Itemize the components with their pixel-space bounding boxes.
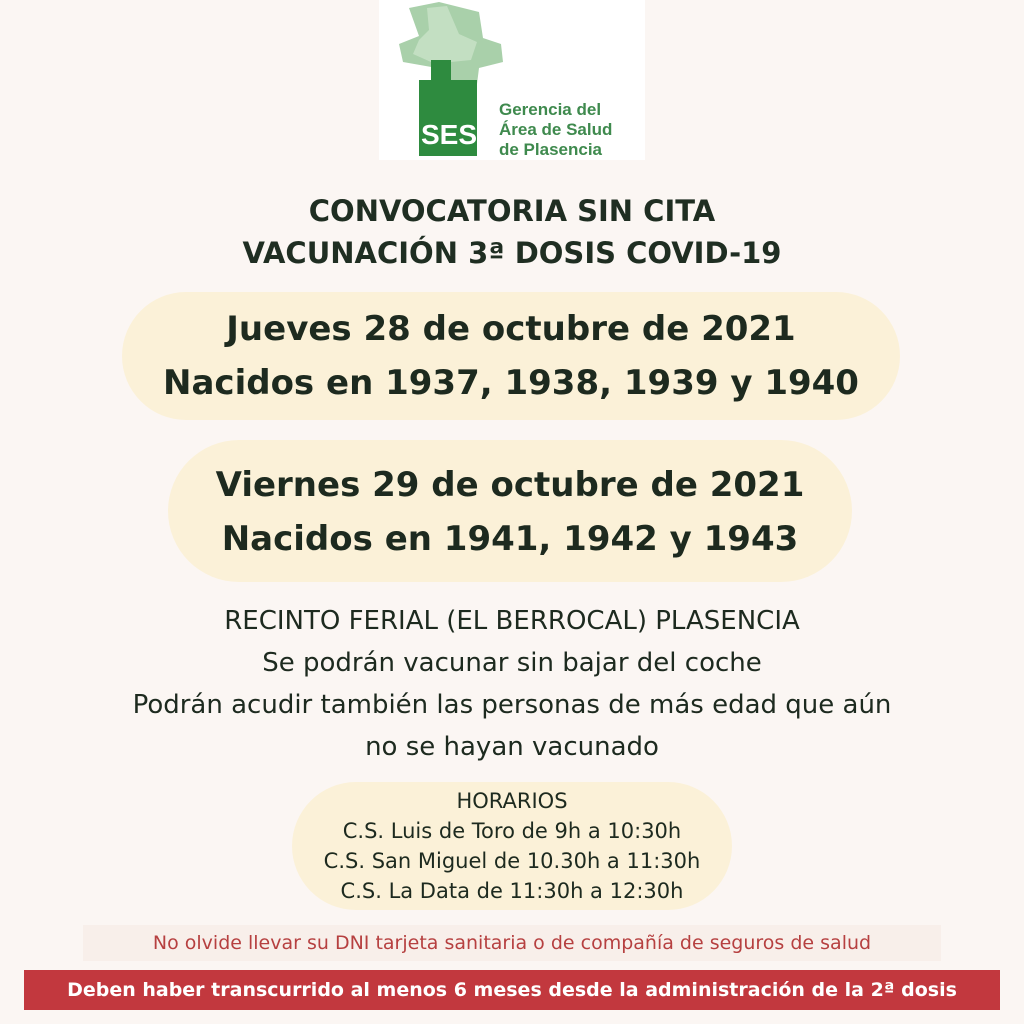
logo-org-name: [499, 100, 612, 160]
horario-item: C.S. San Miguel de 10.30h a 11:30h: [323, 849, 701, 873]
ses-logo: [379, 0, 645, 160]
logo-line-2: Área de Salud: [499, 120, 613, 139]
schedule-day-2: [168, 440, 852, 582]
info-line-4: no se hayan vacunado: [365, 732, 659, 762]
horarios-box: [292, 782, 732, 910]
horario-item: C.S. La Data de 11:30h a 12:30h: [340, 879, 684, 903]
requirement-banner: Deben haber transcurrido al menos 6 meses desde la administración de la 2ª dosis: [24, 970, 1000, 1010]
dni-reminder: No olvide llevar su DNI tarjeta sanitaria o de compañía de seguros de salud: [83, 925, 941, 961]
info-line-3: Podrán acudir también las personas de más edad que aún: [132, 690, 892, 720]
schedule-day-1-date: Jueves 28 de octubre de 2021: [226, 309, 796, 349]
info-block: [0, 600, 1024, 768]
horarios-heading: HORARIOS: [456, 789, 568, 813]
title-line-1: CONVOCATORIA SIN CITA: [308, 194, 716, 228]
logo-line-1: Gerencia del: [499, 100, 602, 119]
logo-line-3: de Plasencia: [499, 140, 603, 159]
schedule-day-1-born: Nacidos en 1937, 1938, 1939 y 1940: [163, 363, 859, 403]
page-title: [0, 190, 1024, 274]
schedule-day-2-date: Viernes 29 de octubre de 2021: [215, 465, 805, 505]
title-line-2: VACUNACIÓN 3ª DOSIS COVID-19: [242, 236, 782, 270]
location-text: RECINTO FERIAL (EL BERROCAL) PLASENCIA: [224, 606, 800, 636]
ses-badge-text: SES: [421, 119, 478, 150]
info-line-2: Se podrán vacunar sin bajar del coche: [262, 648, 762, 678]
horario-item: C.S. Luis de Toro de 9h a 10:30h: [342, 819, 682, 843]
schedule-day-1: [122, 292, 900, 420]
schedule-day-2-born: Nacidos en 1941, 1942 y 1943: [221, 519, 799, 559]
